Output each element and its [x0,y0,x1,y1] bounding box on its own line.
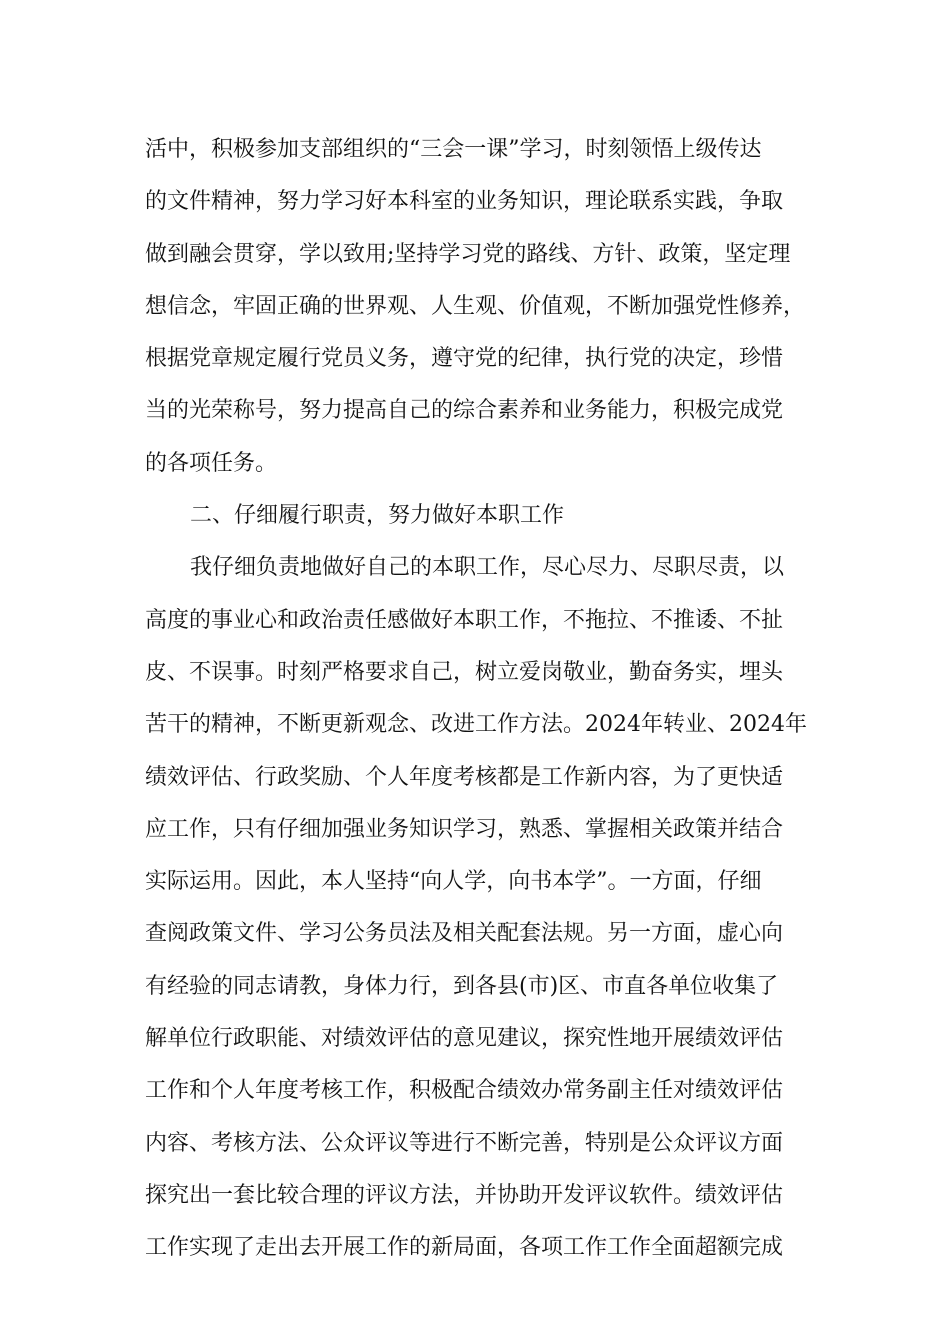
text-line: 工作和个人年度考核工作，积极配合绩效办常务副主任对绩效评估 [145,1078,784,1104]
text-line: 实际运用。因此，本人坚持“向人学，向书本学”。一方面，仔细 [145,869,762,895]
text-line: 工作实现了走出去开展工作的新局面，各项工作工作全面超额完成 [145,1235,784,1261]
text-line: 做到融会贯穿，学以致用;坚持学习党的路线、方针、政策，坚定理 [145,241,791,267]
text-line: 有经验的同志请教，身体力行，到各县(市)区、市直各单位收集了 [145,973,779,999]
text-line: 苦干的精神，不断更新观念、改进工作方法。2024年转业、2024年 [145,712,807,738]
text-line: 二、仔细履行职责，努力做好本职工作 [190,503,565,529]
text-line: 皮、不误事。时刻严格要求自己，树立爱岗敬业，勤奋务实，埋头 [145,659,784,685]
document-body [145,128,825,1279]
text-line: 查阅政策文件、学习公务员法及相关配套法规。另一方面，虚心向 [145,921,784,947]
text-line: 绩效评估、行政奖励、个人年度考核都是工作新内容，为了更快适 [145,764,784,790]
text-line: 当的光荣称号，努力提高自己的综合素养和业务能力，积极完成党 [145,398,784,424]
text-line: 我仔细负责地做好自己的本职工作，尽心尽力、尽职尽责，以 [190,555,785,581]
text-line: 活中，积极参加支部组织的“三会一课”学习，时刻领悟上级传达 [145,137,762,162]
text-line: 解单位行政职能、对绩效评估的意见建议，探究性地开展绩效评估 [145,1026,784,1052]
text-line: 的文件精神，努力学习好本科室的业务知识，理论联系实践，争取 [145,189,784,215]
text-line: 应工作，只有仔细加强业务知识学习，熟悉、掌握相关政策并结合 [145,816,784,842]
text-line: 根据党章规定履行党员义务，遵守党的纪律，执行党的决定，珍惜 [145,346,784,372]
text-line: 高度的事业心和政治责任感做好本职工作，不拖拉、不推诿、不扯 [145,607,784,633]
text-line: 的各项任务。 [145,450,278,476]
text-line: 想信念，牢固正确的世界观、人生观、价值观，不断加强党性修养， [145,293,806,319]
text-line: 探究出一套比较合理的评议方法，并协助开发评议软件。绩效评估 [145,1182,784,1208]
text-line: 内容、考核方法、公众评议等进行不断完善，特别是公众评议方面 [145,1130,784,1156]
